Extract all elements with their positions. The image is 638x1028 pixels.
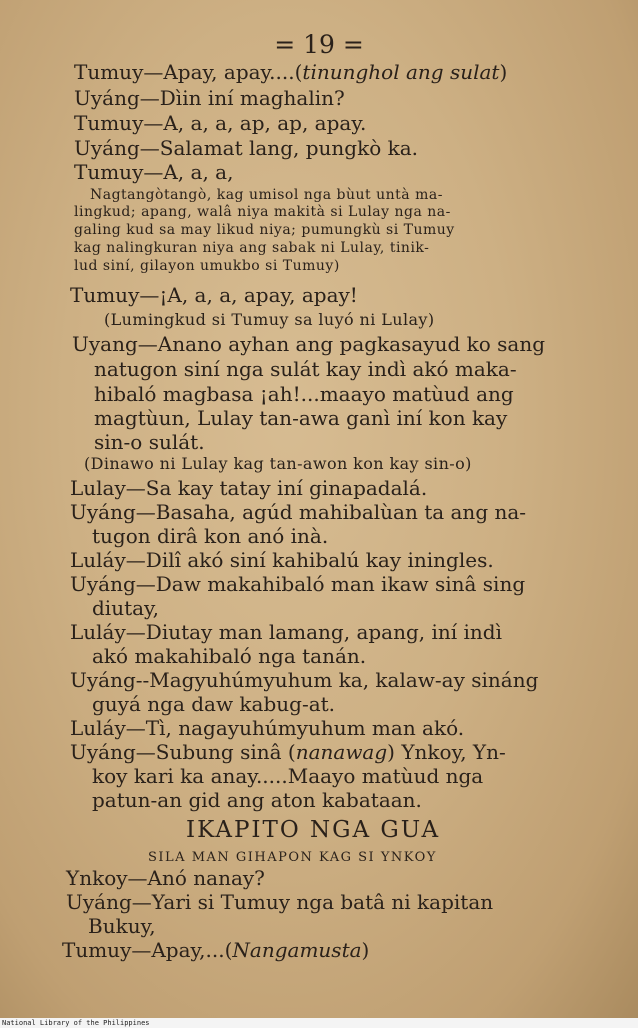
text-line: koy kari ka anay.....Maayo matùud nga bbox=[92, 764, 484, 788]
text-line: Uyáng—Dìin iní maghalin? bbox=[74, 86, 345, 110]
text-line: Bukuy, bbox=[88, 914, 156, 938]
text-line: Tumuy—Apay, apay....(tinunghol ang sulat) bbox=[74, 60, 508, 84]
library-footer: National Library of the Philippines bbox=[0, 1018, 638, 1028]
page-number: = 19 = bbox=[274, 30, 364, 59]
text-line: Uyáng--Magyuhúmyuhum ka, kalaw-ay sináng bbox=[70, 668, 539, 692]
text-line: Luláy—Dilî akó siní kahibalú kay iningles. bbox=[70, 548, 494, 572]
text-line: hibaló magbasa ¡ah!...maayo matùud ang bbox=[94, 382, 514, 406]
stage-direction-line: lud siní, gilayon umukbo si Tumuy) bbox=[74, 258, 340, 274]
stage-direction-line: galing kud sa may likud niya; pumungkù si Tumuy bbox=[74, 222, 455, 238]
text-line: Tumuy—A, a, a, bbox=[74, 160, 234, 184]
text-line: Ynkoy—Anó nanay? bbox=[66, 866, 265, 890]
text-line: Uyang—Anano ayhan ang pagkasayud ko sang bbox=[72, 332, 546, 356]
text-line: sin-o sulát. bbox=[94, 430, 205, 454]
text-line: Uyáng—Salamat lang, pungkò ka. bbox=[74, 136, 418, 160]
text-line: diutay, bbox=[92, 596, 160, 620]
stage-direction-line: lingkud; apang, walâ niya makità si Lulay nga na- bbox=[74, 204, 451, 220]
text-line: akó makahibaló nga tanán. bbox=[92, 644, 367, 668]
stage-direction-line: (Lumingkud si Tumuy sa luyó ni Lulay) bbox=[104, 310, 435, 329]
text-line: Uyáng—Basaha, agúd mahibalùan ta ang na- bbox=[70, 500, 527, 524]
text-line: Lulay—Sa kay tatay iní ginapadalá. bbox=[70, 476, 428, 500]
text-line: magtùun, Lulay tan-awa ganì iní kon kay bbox=[94, 406, 508, 430]
text-line: Luláy—Diutay man lamang, apang, iní indì bbox=[70, 620, 503, 644]
section-subheading: SILA MAN GIHAPON KAG SI YNKOY bbox=[148, 850, 437, 865]
text-line: Luláy—Tì, nagayuhúmyuhum man akó. bbox=[70, 716, 465, 740]
text-line: natugon siní nga sulát kay indì akó maka- bbox=[94, 357, 517, 381]
text-line: Uyáng—Daw makahibaló man ikaw sinâ sing bbox=[70, 572, 526, 596]
text-line: guyá nga daw kabug-at. bbox=[92, 692, 336, 716]
stage-direction-line: Nagtangòtangò, kag umisol nga bùut untà ma- bbox=[90, 187, 443, 203]
text-line: Tumuy—A, a, a, ap, ap, apay. bbox=[74, 111, 367, 135]
text-line: Uyáng—Yari si Tumuy nga batâ ni kapitan bbox=[66, 890, 494, 914]
stage-direction-line: (Dinawo ni Lulay kag tan-awon kon kay sin-o) bbox=[84, 454, 472, 473]
text-line: Tumuy—¡A, a, a, apay, apay! bbox=[70, 283, 358, 307]
text-line: patun-an gid ang aton kabataan. bbox=[92, 788, 422, 812]
text-line: Uyáng—Subung sinâ (nanawag) Ynkoy, Yn- bbox=[70, 740, 506, 764]
text-line: Tumuy—Apay,...(Nangamusta) bbox=[62, 938, 370, 962]
section-heading: IKAPITO NGA GUA bbox=[186, 817, 441, 843]
text-line: tugon dirâ kon anó inà. bbox=[92, 524, 329, 548]
stage-direction-line: kag nalingkuran niya ang sabak ni Lulay, tinik- bbox=[74, 240, 430, 256]
